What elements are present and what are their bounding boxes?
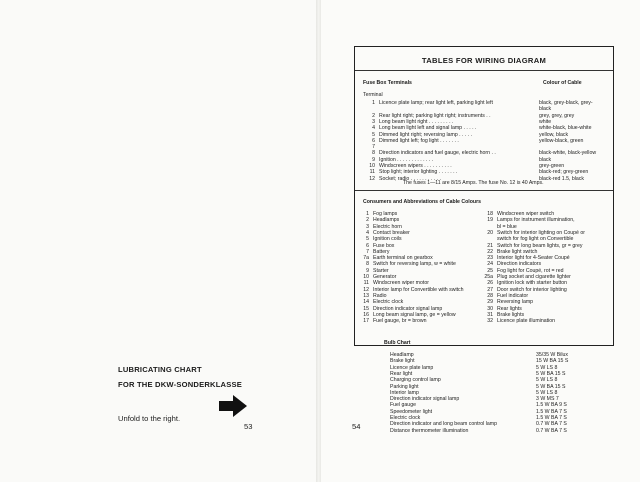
lubricating-chart-title — [118, 362, 242, 392]
fuse-terminal-number: 5 — [372, 131, 375, 138]
consumer-text: switch for fog light on Convertible — [497, 236, 574, 243]
consumer-number: 5 — [366, 236, 369, 243]
colour-heading: Colour of Cable — [543, 80, 582, 86]
arrow-right-icon — [219, 395, 247, 417]
consumer-text: Windscreen wiper switch — [497, 211, 555, 217]
consumer-text: Headlamps — [373, 217, 400, 224]
bulb-spec: 5 W LS 8 — [536, 389, 558, 396]
fuse-description: Direction indicators and fuel gauge, electric horn . . — [379, 150, 496, 157]
fuse-terminal-number: 10 — [369, 163, 375, 169]
fuse-cable-colour: white-black, blue-white — [539, 125, 592, 132]
fuse-cable-colour: yellow-black, green — [539, 137, 584, 144]
consumer-number: 23 — [487, 255, 493, 262]
consumers-heading: Consumers and Abbreviations of Cable Colours — [363, 199, 481, 205]
consumer-number: 3 — [366, 223, 369, 230]
fuse-note: The fuses 1—11 are 8/15 Amps. The fuse No. 12 is 40 Amps. — [403, 180, 544, 186]
bulb-name: Licence plate lamp — [390, 364, 434, 371]
consumer-text: Electric clock — [373, 299, 404, 306]
bulb-spec: 1.5 W BA 7 S — [536, 415, 567, 421]
consumer-text: Interior light for 4-Seater Coupé — [497, 255, 570, 262]
consumer-number: 7a — [363, 255, 369, 262]
consumer-text: Plug socket and cigarette lighter — [497, 274, 571, 280]
fuse-cable-colour: grey, grey, grey — [539, 112, 575, 119]
consumer-number: 32 — [487, 318, 493, 325]
consumer-text: Ignition lock with starter button — [497, 280, 568, 287]
bulb-spec: 1.5 W BA 7 S — [536, 408, 567, 415]
consumer-number: 30 — [487, 305, 493, 312]
fuse-cable-colour: black-red; grey-green — [539, 169, 589, 176]
consumer-number: 13 — [363, 292, 369, 299]
bulb-name: Electric clock — [390, 415, 421, 421]
fuse-terminal-number: 6 — [372, 137, 375, 144]
consumer-number: 31 — [487, 311, 493, 318]
bulb-name: Interior lamp — [390, 389, 419, 396]
bulb-spec: 35/35 W Bilux — [536, 352, 569, 358]
title-line-1: LUBRICATING CHART — [118, 365, 202, 374]
bulb-row — [390, 428, 630, 434]
bulb-name: Charging control lamp — [390, 377, 441, 384]
page-number-left: 53 — [244, 422, 253, 431]
consumer-row — [355, 318, 613, 324]
bulb-spec: 1.5 W BA 9 S — [536, 402, 567, 409]
fuse-cable-colour: black — [539, 106, 552, 113]
fuse-description: Rear light right; parking light right; instruments . . — [379, 112, 491, 119]
consumer-text: Reversing lamp — [497, 299, 534, 306]
consumer-text: Long beam signal lamp, ge = yellow — [373, 311, 456, 318]
fuse-divider — [355, 190, 613, 191]
bulb-spec: 5 W LS 8 — [536, 364, 558, 371]
consumer-text: Electric horn — [373, 223, 402, 230]
consumer-text: Door switch for interior lighting — [497, 286, 567, 293]
fuse-cable-colour: yellow, black — [539, 131, 569, 138]
consumer-text: Ignition coils — [373, 236, 402, 243]
fuse-terminal-number: 7 — [372, 144, 375, 151]
consumer-number: 19 — [487, 217, 493, 224]
consumer-number: 15 — [363, 305, 369, 312]
consumer-number: 11 — [363, 280, 369, 287]
fuse-terminal-number: 12 — [369, 175, 375, 182]
title-divider — [355, 70, 613, 71]
terminal-label: Terminal — [363, 92, 383, 98]
consumer-number: 25 — [487, 267, 493, 274]
consumer-text: Earth terminal on gearbox — [373, 255, 433, 262]
fuse-box-heading: Fuse Box Terminals — [363, 80, 412, 86]
consumer-number: 2 — [366, 217, 369, 224]
bulb-name: Parking light — [390, 383, 419, 390]
consumer-text: Starter — [373, 267, 389, 274]
consumer-number: 12 — [363, 286, 369, 293]
consumer-text: Switch for reversing lamp, w = white — [373, 261, 456, 268]
fuse-terminal-number: 11 — [369, 169, 375, 176]
bulb-name: Speedometer light — [390, 408, 433, 415]
consumer-text: Fuel gauge, br = brown — [373, 318, 427, 325]
consumer-number: 9 — [366, 267, 369, 274]
consumer-number: 28 — [487, 292, 493, 299]
consumer-number: 24 — [487, 261, 493, 268]
fuse-cable-colour: black-red 1.5, black — [539, 175, 584, 182]
bulb-chart-heading: Bulb Chart — [384, 340, 411, 346]
fuse-terminal-number: 2 — [372, 112, 375, 119]
fuse-cable-colour: white — [539, 118, 552, 125]
left-page — [0, 0, 318, 482]
bulb-spec: 5 W LS 8 — [536, 377, 558, 384]
fuse-terminal-number: 3 — [372, 118, 375, 125]
consumer-text: Contact breaker — [373, 229, 410, 236]
bulb-name: Direction indicator and long beam control lamp — [390, 421, 497, 428]
bulb-spec: 0.7 W BA 7 S — [536, 421, 567, 428]
fuse-cable-colour: black, grey-black, grey- — [539, 100, 593, 106]
consumer-text: Licence plate illumination — [497, 318, 555, 325]
consumer-text: Windscreen wiper motor — [373, 280, 429, 287]
consumer-text: Fuel indicator — [497, 292, 529, 299]
fuse-cable-colour: grey-green — [539, 163, 565, 169]
consumer-text: Fuse box — [373, 242, 395, 249]
fuse-description: Long beam light right . . . . . . . . . — [379, 118, 454, 125]
fuse-terminal-number: 4 — [372, 125, 375, 132]
consumer-text: Rear lights — [497, 305, 522, 312]
consumer-number: 21 — [487, 242, 493, 249]
consumer-text: Lamps for instrument illumination, — [497, 217, 575, 224]
title-line-2: FOR THE DKW-SONDERKLASSE — [118, 380, 243, 389]
fuse-terminal-number: 1 — [372, 100, 375, 106]
bulb-name: Brake light — [390, 358, 415, 365]
consumer-text: Switch for long beam lights, gr = grey — [497, 242, 583, 249]
fuse-description: Ignition . . . . . . . . . . . . . — [379, 156, 434, 163]
consumer-number: 17 — [363, 318, 369, 325]
bulb-name: Direction indicator signal lamp — [390, 396, 460, 403]
consumer-number: 10 — [363, 274, 369, 280]
bulb-name: Rear light — [390, 370, 413, 377]
fuse-description: Long beam light left and signal lamp . . . . . — [379, 125, 477, 132]
consumer-number: 6 — [366, 242, 369, 249]
fuse-description: Windscreen wipers . . . . . . . . . . — [379, 163, 452, 169]
fuse-description: Socket; radio . . . . . . . . . . . — [379, 175, 441, 182]
consumer-number: 7 — [366, 248, 369, 255]
consumer-text: Fog lamps — [373, 211, 398, 217]
consumer-number: 4 — [366, 229, 369, 236]
consumer-text: Generator — [373, 274, 397, 280]
bulb-spec: 3 W MS 7 — [536, 396, 559, 403]
consumer-text: Switch for interior lighting on Coupé or — [497, 229, 585, 236]
wiring-tables-box — [354, 46, 614, 346]
fuse-cable-colour: black-white, black-yellow — [539, 150, 597, 157]
fuse-description: Dimmed light left; fog light . . . . . . . — [379, 137, 459, 144]
consumer-text: Direction indicator signal lamp — [373, 305, 443, 312]
consumer-number: 20 — [487, 229, 493, 236]
consumer-number: 8 — [366, 261, 369, 268]
fuse-description: Dimmed light right; reversing lamp . . . . . — [379, 131, 473, 138]
consumer-number: 25a — [484, 274, 493, 280]
consumer-text: Brake light switch — [497, 248, 538, 255]
bulb-spec: 15 W BA 15 S — [536, 358, 569, 365]
consumer-text: Direction indicators — [497, 261, 542, 268]
consumer-number: 27 — [487, 286, 493, 293]
bulb-name: Distance thermometer illumination — [390, 427, 469, 434]
consumer-text: Interior lamp for Convertible with switch — [373, 286, 464, 293]
bulb-name: Headlamp — [390, 352, 414, 358]
bulb-spec: 0.7 W BA 7 S — [536, 427, 567, 434]
consumer-number: 1 — [366, 211, 369, 217]
consumer-text: Brake lights — [497, 311, 525, 318]
consumer-text: Radio — [373, 292, 387, 299]
consumer-text: Fog light for Coupé, rot = red — [497, 267, 564, 274]
bulb-spec: 5 W BA 15 S — [536, 383, 566, 390]
bulb-name: Fuel gauge — [390, 402, 416, 409]
unfold-instruction: Unfold to the right. — [118, 414, 181, 423]
consumer-number: 26 — [487, 280, 493, 287]
consumer-number: 14 — [363, 299, 369, 306]
consumer-number: 29 — [487, 299, 493, 306]
consumer-number: 16 — [363, 311, 369, 318]
table-title: TABLES FOR WIRING DIAGRAM — [421, 56, 547, 65]
consumer-number: 22 — [487, 248, 493, 255]
fuse-terminal-number: 8 — [372, 150, 375, 157]
book-gutter — [316, 0, 321, 482]
consumer-text: Battery — [373, 248, 390, 255]
page-number-right: 54 — [352, 422, 361, 431]
bulb-spec: 5 W BA 15 S — [536, 370, 566, 377]
fuse-description: Licence plate lamp; rear light left, parking light left — [379, 100, 493, 106]
fuse-cable-colour: black — [539, 156, 552, 163]
consumer-text: bl = blue — [497, 223, 517, 230]
fuse-terminal-number: 9 — [372, 156, 375, 163]
consumer-number: 18 — [487, 211, 493, 217]
fuse-description: Stop light; interior lighting . . . . . . . — [379, 169, 458, 176]
